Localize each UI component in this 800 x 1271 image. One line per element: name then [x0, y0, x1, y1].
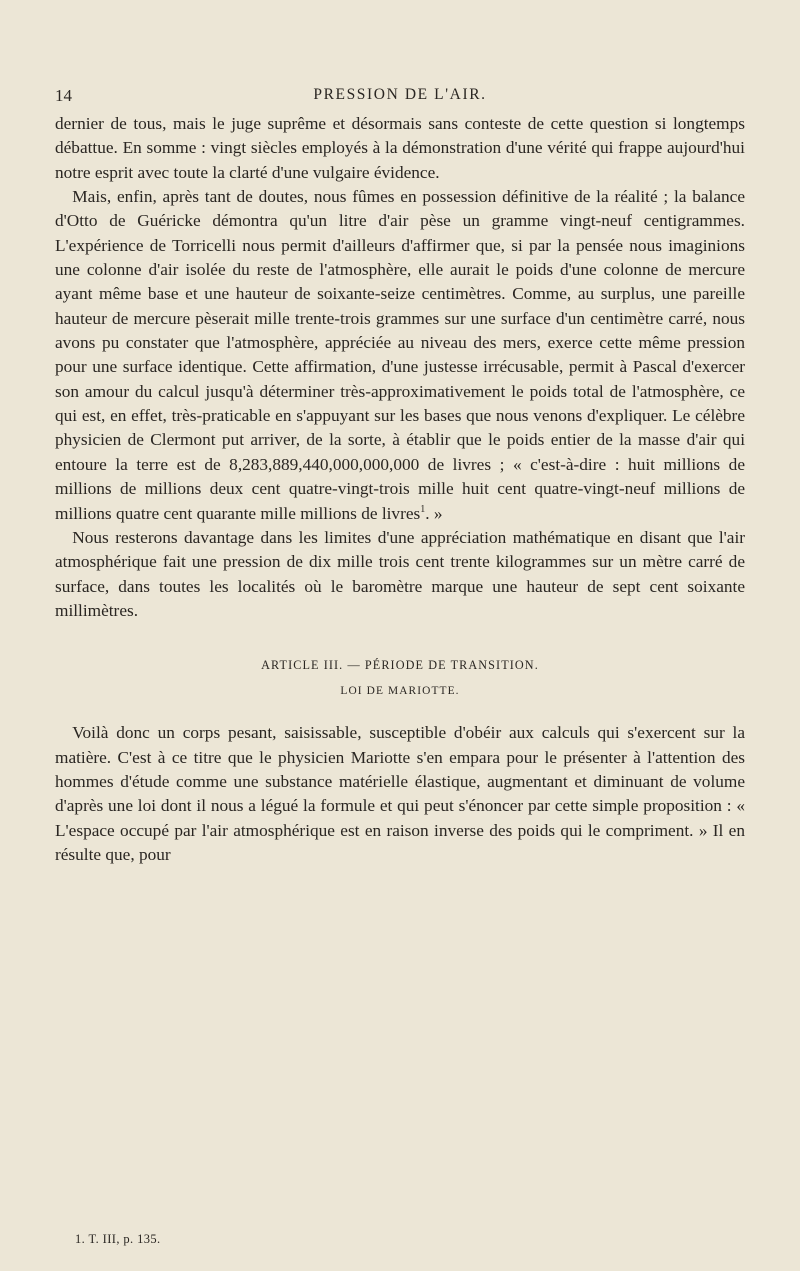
section-heading-block [55, 657, 745, 699]
paragraph-2-text: Mais, enfin, après tant de doutes, nous fûmes en possession définitive de la réalité ; la balance d'Otto de Guéricke démontra qu'un litre d'air pèse un gramme vingt-neuf centigrammes. L'expérience de Torricelli nous permit d'ailleurs d'affirmer que, si par la pensée nous imaginions une colonne d'air isolée du reste de l'atmosphère, elle aurait le poids d'une colonne de mercure ayant même base et une hauteur de soixante-seize centimètres. Comme, au surplus, une pareille hauteur de mercure pèserait mille trente-trois grammes sur une surface d'un centimètre carré, nous avons pu constater que l'atmosphère, appréciée au niveau des mers, exerce cette même pression pour une surface identique. Cette affirmation, d'une justesse irrécusable, permit à Pascal d'exercer son amour du calcul jusqu'à déterminer très-approximativement le poids total de l'atmosphère, ce qui est, en effet, très-praticable en s'appuyant sur les bases que nous venons d'expliquer. Le célèbre physicien de Clermont put arriver, de la sorte, à établir que le poids entier de la masse d'air qui entoure la terre est de 8,283,889,440,000,000,000 de livres ; « c'est-à-dire : huit millions de millions de millions deux cent quatre-vingt-trois mille huit cent quatre-vingt-neuf millions de millions quatre cent quarante mille millions de livres [55, 187, 745, 523]
footnote: 1. T. III, p. 135. [75, 1232, 161, 1246]
running-title: PRESSION DE L'AIR. [313, 86, 487, 103]
paragraph-3 [55, 526, 745, 623]
running-head [55, 86, 745, 110]
paragraph-3-text: Nous resterons davantage dans les limites d'une appréciation mathématique en disant que l'air atmosphérique fait une pression de dix mille trois cent trente kilogrammes sur un mètre carré de surface, dans toutes les localités où le baromètre marque une hauteur de sept cent soixante millimètres. [55, 527, 745, 620]
footnote-reference-suffix: . » [425, 503, 443, 523]
page-number: 14 [55, 86, 72, 105]
body-text [55, 112, 745, 867]
paragraph-4-text: Voilà donc un corps pesant, saisissable, susceptible d'obéir aux calculs qui s'exercent sur la matière. C'est à ce titre que le physicien Mariotte s'en empara pour le présenter à l'attention des hommes d'étude comme une substance matérielle élastique, augmentant et diminuant de volume d'après une loi dont il nous a légué la formule et qui peut s'énoncer par cette simple proposition : « L'espace occupé par l'air atmosphérique est en raison inverse des poids qui le compriment. » Il en résulte que, pour [55, 723, 745, 864]
paragraph-2 [55, 185, 745, 526]
paragraph-4 [55, 721, 745, 867]
paragraph-1 [55, 112, 745, 185]
section-subheading: LOI DE MARIOTTE. [340, 685, 460, 698]
paragraph-1-text: dernier de tous, mais le juge suprême et désormais sans conteste de cette question si longtemps débattue. En somme : vingt siècles employés à la démonstration d'une vérité qui frappe aujourd'hui notre esprit avec toute la clarté d'une vulgaire évidence. [55, 114, 745, 182]
article-heading: ARTICLE III. — PÉRIODE DE TRANSITION. [261, 658, 539, 673]
footnote-reference[interactable]: 1 [420, 503, 426, 515]
